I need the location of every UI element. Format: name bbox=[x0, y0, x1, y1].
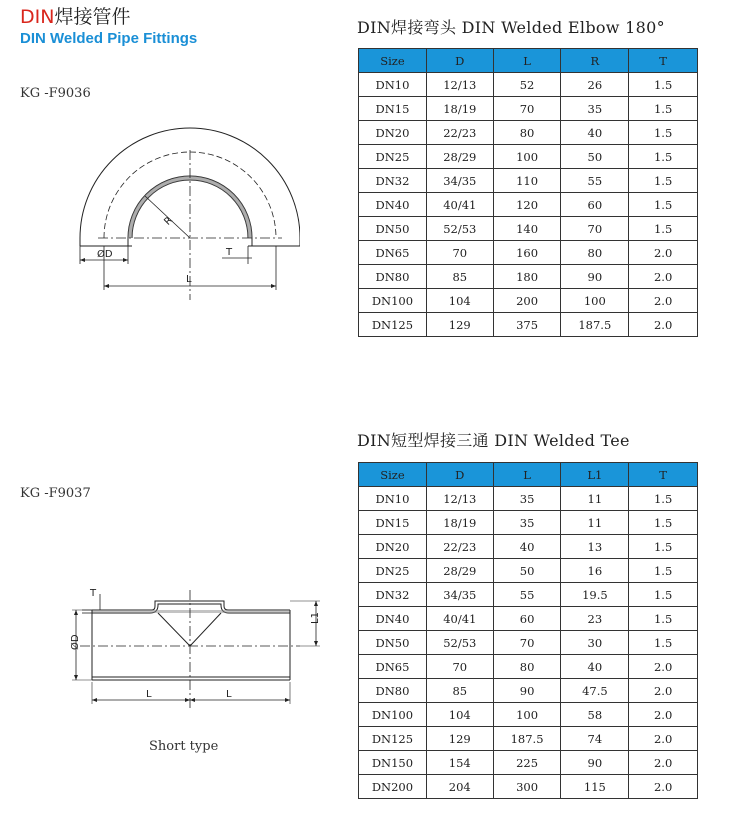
table-cell: DN15 bbox=[359, 97, 427, 121]
table-row bbox=[359, 679, 698, 703]
table-cell: 18/19 bbox=[426, 511, 493, 535]
table-cell: 2.0 bbox=[629, 241, 698, 265]
table-cell: 2.0 bbox=[629, 679, 698, 703]
table-cell: 70 bbox=[493, 97, 561, 121]
elbow-drawing bbox=[60, 120, 300, 300]
table-cell: DN50 bbox=[359, 217, 427, 241]
table-cell: 2.0 bbox=[629, 655, 698, 679]
table-cell: DN25 bbox=[359, 145, 427, 169]
table-cell: DN10 bbox=[359, 73, 427, 97]
elbow-r-label: R bbox=[162, 215, 176, 228]
table-cell: 129 bbox=[426, 313, 493, 337]
elbow-d-label: ØD bbox=[97, 249, 113, 260]
table-cell: DN10 bbox=[359, 487, 427, 511]
table-cell: 26 bbox=[561, 73, 629, 97]
table-cell: 129 bbox=[426, 727, 493, 751]
table-cell: DN20 bbox=[359, 121, 427, 145]
column-header: Size bbox=[359, 463, 427, 487]
table-cell: 115 bbox=[561, 775, 629, 799]
table-cell: 16 bbox=[561, 559, 629, 583]
tee-spec-table bbox=[358, 462, 698, 799]
table-cell: 28/29 bbox=[426, 145, 493, 169]
table-cell: 40/41 bbox=[426, 607, 493, 631]
table-cell: 34/35 bbox=[426, 169, 493, 193]
elbow-product-code: KG -F9036 bbox=[20, 86, 91, 101]
table-cell: 2.0 bbox=[629, 265, 698, 289]
table-cell: 58 bbox=[561, 703, 629, 727]
table-cell: DN20 bbox=[359, 535, 427, 559]
table-cell: DN15 bbox=[359, 511, 427, 535]
table-cell: 104 bbox=[426, 703, 493, 727]
table-cell: 180 bbox=[493, 265, 561, 289]
table-cell: 1.5 bbox=[629, 511, 698, 535]
table-row bbox=[359, 583, 698, 607]
table-cell: 40 bbox=[493, 535, 561, 559]
table-row bbox=[359, 751, 698, 775]
table-cell: 187.5 bbox=[561, 313, 629, 337]
table-cell: 1.5 bbox=[629, 217, 698, 241]
table-cell: 120 bbox=[493, 193, 561, 217]
table-cell: DN32 bbox=[359, 583, 427, 607]
table-cell: DN50 bbox=[359, 631, 427, 655]
table-row bbox=[359, 727, 698, 751]
table-cell: DN200 bbox=[359, 775, 427, 799]
table-row bbox=[359, 535, 698, 559]
table-cell: 1.5 bbox=[629, 97, 698, 121]
table-cell: DN65 bbox=[359, 655, 427, 679]
table-cell: 187.5 bbox=[493, 727, 561, 751]
table-cell: 40 bbox=[561, 655, 629, 679]
table-cell: 11 bbox=[561, 487, 629, 511]
table-row bbox=[359, 313, 698, 337]
table-cell: 74 bbox=[561, 727, 629, 751]
tee-table-title: DIN短型焊接三通 DIN Welded Tee bbox=[357, 431, 630, 450]
elbow-header-row bbox=[359, 49, 698, 73]
tee-drawing-caption: Short type bbox=[149, 739, 219, 754]
elbow-t-label: T bbox=[226, 247, 233, 258]
table-cell: 375 bbox=[493, 313, 561, 337]
table-row bbox=[359, 655, 698, 679]
table-row bbox=[359, 145, 698, 169]
tee-t-label: T bbox=[90, 588, 97, 599]
elbow-l-label: L bbox=[186, 274, 192, 285]
table-cell: 18/19 bbox=[426, 97, 493, 121]
table-cell: 50 bbox=[493, 559, 561, 583]
table-cell: 90 bbox=[493, 679, 561, 703]
tee-product-code: KG -F9037 bbox=[20, 486, 91, 501]
table-cell: 35 bbox=[493, 511, 561, 535]
table-cell: 2.0 bbox=[629, 313, 698, 337]
table-cell: 28/29 bbox=[426, 559, 493, 583]
tee-drawing bbox=[55, 575, 325, 710]
table-cell: DN40 bbox=[359, 193, 427, 217]
table-row bbox=[359, 193, 698, 217]
table-cell: 1.5 bbox=[629, 487, 698, 511]
tee-header-row bbox=[359, 463, 698, 487]
table-cell: 100 bbox=[561, 289, 629, 313]
table-cell: 80 bbox=[493, 655, 561, 679]
column-header: L bbox=[493, 463, 561, 487]
table-cell: 140 bbox=[493, 217, 561, 241]
table-cell: DN150 bbox=[359, 751, 427, 775]
table-cell: 2.0 bbox=[629, 751, 698, 775]
table-cell: DN32 bbox=[359, 169, 427, 193]
table-cell: 19.5 bbox=[561, 583, 629, 607]
table-cell: 40 bbox=[561, 121, 629, 145]
table-cell: 204 bbox=[426, 775, 493, 799]
column-header: T bbox=[629, 49, 698, 73]
table-cell: 12/13 bbox=[426, 487, 493, 511]
table-cell: 2.0 bbox=[629, 775, 698, 799]
table-cell: 1.5 bbox=[629, 121, 698, 145]
tee-l-left-label: L bbox=[146, 689, 152, 700]
table-cell: 85 bbox=[426, 679, 493, 703]
table-row bbox=[359, 169, 698, 193]
table-cell: 1.5 bbox=[629, 169, 698, 193]
table-cell: 22/23 bbox=[426, 121, 493, 145]
table-cell: 80 bbox=[561, 241, 629, 265]
table-cell: DN100 bbox=[359, 289, 427, 313]
table-cell: 1.5 bbox=[629, 193, 698, 217]
table-cell: 55 bbox=[493, 583, 561, 607]
elbow-spec-table bbox=[358, 48, 698, 337]
table-row bbox=[359, 775, 698, 799]
table-row bbox=[359, 97, 698, 121]
table-row bbox=[359, 487, 698, 511]
table-cell: 52 bbox=[493, 73, 561, 97]
table-cell: 90 bbox=[561, 265, 629, 289]
table-cell: 12/13 bbox=[426, 73, 493, 97]
table-cell: 70 bbox=[426, 241, 493, 265]
column-header: L bbox=[493, 49, 561, 73]
elbow-table-body bbox=[359, 73, 698, 337]
table-cell: 160 bbox=[493, 241, 561, 265]
table-cell: 1.5 bbox=[629, 535, 698, 559]
table-cell: 80 bbox=[493, 121, 561, 145]
table-cell: 47.5 bbox=[561, 679, 629, 703]
column-header: R bbox=[561, 49, 629, 73]
tee-l-right-label: L bbox=[226, 689, 232, 700]
table-row bbox=[359, 217, 698, 241]
table-cell: DN80 bbox=[359, 265, 427, 289]
table-cell: 22/23 bbox=[426, 535, 493, 559]
table-cell: 1.5 bbox=[629, 145, 698, 169]
table-cell: 13 bbox=[561, 535, 629, 559]
table-cell: 2.0 bbox=[629, 289, 698, 313]
table-cell: 200 bbox=[493, 289, 561, 313]
table-row bbox=[359, 607, 698, 631]
table-cell: 52/53 bbox=[426, 217, 493, 241]
table-row bbox=[359, 265, 698, 289]
page-title bbox=[20, 2, 130, 29]
title-prefix: DIN bbox=[20, 6, 55, 28]
table-cell: 100 bbox=[493, 145, 561, 169]
table-cell: 2.0 bbox=[629, 703, 698, 727]
table-cell: 100 bbox=[493, 703, 561, 727]
table-row bbox=[359, 631, 698, 655]
tee-d-label: ØD bbox=[70, 634, 81, 650]
table-cell: 104 bbox=[426, 289, 493, 313]
table-row bbox=[359, 241, 698, 265]
table-cell: 1.5 bbox=[629, 631, 698, 655]
table-cell: 35 bbox=[493, 487, 561, 511]
table-cell: 30 bbox=[561, 631, 629, 655]
table-cell: 23 bbox=[561, 607, 629, 631]
table-cell: 225 bbox=[493, 751, 561, 775]
table-row bbox=[359, 703, 698, 727]
tee-table-body bbox=[359, 487, 698, 799]
title-suffix: 焊接管件 bbox=[54, 6, 131, 28]
table-cell: 34/35 bbox=[426, 583, 493, 607]
table-cell: 60 bbox=[493, 607, 561, 631]
tee-l1-label: L1 bbox=[310, 612, 321, 624]
table-cell: 85 bbox=[426, 265, 493, 289]
table-cell: DN125 bbox=[359, 313, 427, 337]
column-header: T bbox=[629, 463, 698, 487]
table-row bbox=[359, 73, 698, 97]
table-cell: DN25 bbox=[359, 559, 427, 583]
table-cell: DN40 bbox=[359, 607, 427, 631]
table-cell: 1.5 bbox=[629, 73, 698, 97]
table-row bbox=[359, 559, 698, 583]
table-cell: 70 bbox=[493, 631, 561, 655]
table-cell: 2.0 bbox=[629, 727, 698, 751]
table-cell: 70 bbox=[426, 655, 493, 679]
table-cell: 1.5 bbox=[629, 559, 698, 583]
table-cell: DN125 bbox=[359, 727, 427, 751]
table-cell: DN100 bbox=[359, 703, 427, 727]
elbow-table-title: DIN焊接弯头 DIN Welded Elbow 180° bbox=[357, 18, 665, 37]
table-cell: 60 bbox=[561, 193, 629, 217]
table-cell: 300 bbox=[493, 775, 561, 799]
column-header: D bbox=[426, 49, 493, 73]
table-row bbox=[359, 289, 698, 313]
table-cell: 11 bbox=[561, 511, 629, 535]
column-header: L1 bbox=[561, 463, 629, 487]
table-cell: 40/41 bbox=[426, 193, 493, 217]
table-row bbox=[359, 121, 698, 145]
table-row bbox=[359, 511, 698, 535]
table-cell: 55 bbox=[561, 169, 629, 193]
table-cell: 35 bbox=[561, 97, 629, 121]
table-cell: 154 bbox=[426, 751, 493, 775]
table-cell: 110 bbox=[493, 169, 561, 193]
table-cell: 90 bbox=[561, 751, 629, 775]
table-cell: DN80 bbox=[359, 679, 427, 703]
table-cell: 1.5 bbox=[629, 583, 698, 607]
table-cell: DN65 bbox=[359, 241, 427, 265]
column-header: Size bbox=[359, 49, 427, 73]
column-header: D bbox=[426, 463, 493, 487]
table-cell: 70 bbox=[561, 217, 629, 241]
page-subtitle: DIN Welded Pipe Fittings bbox=[20, 30, 198, 47]
table-cell: 50 bbox=[561, 145, 629, 169]
table-cell: 52/53 bbox=[426, 631, 493, 655]
table-cell: 1.5 bbox=[629, 607, 698, 631]
